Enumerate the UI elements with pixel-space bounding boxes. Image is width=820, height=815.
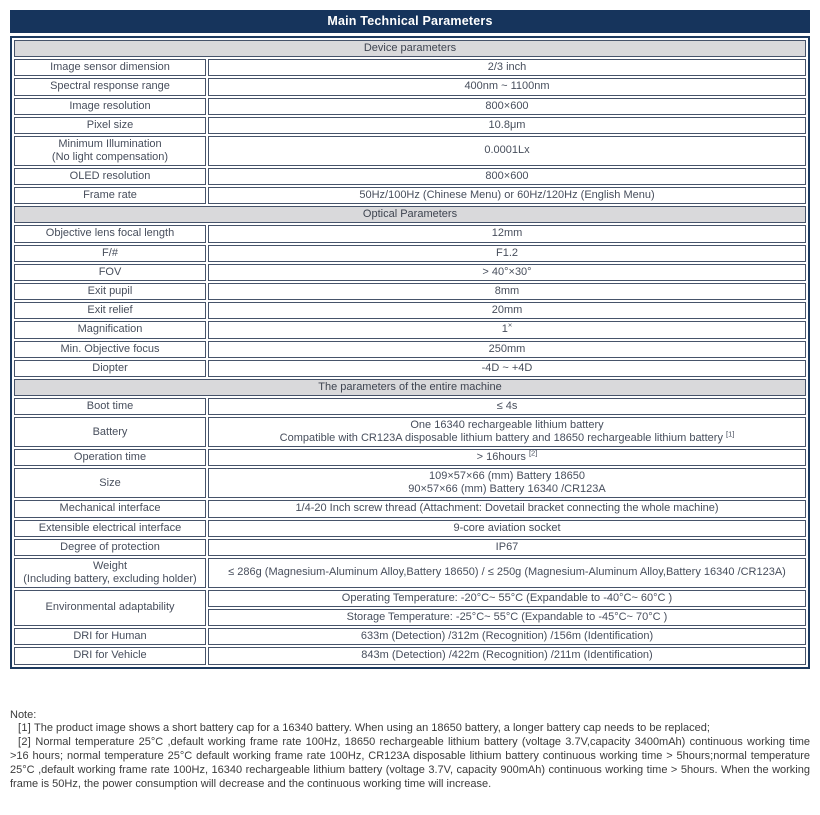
param-value: 2/3 inch	[208, 59, 806, 76]
table-row	[14, 398, 806, 415]
param-label-line2: (No light compensation)	[51, 150, 169, 163]
param-label-line1: Minimum Illumination	[58, 137, 162, 150]
table-row	[14, 302, 806, 319]
param-label: Image resolution	[14, 98, 206, 115]
table-row	[14, 168, 806, 185]
param-label: DRI for Vehicle	[14, 647, 206, 664]
table-row	[14, 628, 806, 645]
param-value: F1.2	[208, 245, 806, 262]
param-value-storage-temp: Storage Temperature: -25°C~ 55°C (Expandable to -45°C~ 70°C )	[208, 609, 806, 626]
table-row	[14, 590, 806, 607]
param-value: 20mm	[208, 302, 806, 319]
table-row	[14, 417, 806, 447]
footnotes	[10, 709, 810, 792]
section-row	[14, 40, 806, 57]
param-value	[208, 449, 806, 466]
param-label: Image sensor dimension	[14, 59, 206, 76]
table-row	[14, 225, 806, 242]
param-label: DRI for Human	[14, 628, 206, 645]
table-row	[14, 59, 806, 76]
table-row	[14, 468, 806, 498]
param-value: 9-core aviation socket	[208, 520, 806, 537]
table-row	[14, 117, 806, 134]
param-label: Operation time	[14, 449, 206, 466]
table-row	[14, 78, 806, 95]
param-label: Mechanical interface	[14, 500, 206, 517]
table-row	[14, 558, 806, 588]
param-value: 10.8μm	[208, 117, 806, 134]
table-row	[14, 360, 806, 377]
table-row	[14, 647, 806, 664]
operation-time-text: > 16hours	[476, 451, 526, 464]
battery-value-text: Compatible with CR123A disposable lithium battery and 18650 rechargeable lithium battery	[279, 432, 723, 445]
param-label: Pixel size	[14, 117, 206, 134]
param-label: OLED resolution	[14, 168, 206, 185]
table-row	[14, 187, 806, 204]
section-header-optical: Optical Parameters	[14, 206, 806, 223]
note-marker-2: [2]	[18, 736, 32, 749]
param-label: Battery	[14, 417, 206, 447]
param-label: Min. Objective focus	[14, 341, 206, 358]
size-value-line2: 90×57×66 (mm) Battery 16340 /CR123A	[408, 483, 606, 496]
param-label: Objective lens focal length	[14, 225, 206, 242]
table-row	[14, 500, 806, 517]
param-value: 843m (Detection) /422m (Recognition) /211m (Identification)	[208, 647, 806, 664]
table-row	[14, 245, 806, 262]
table-row	[14, 449, 806, 466]
param-label: Diopter	[14, 360, 206, 377]
param-value: 1/4-20 Inch screw thread (Attachment: Dovetail bracket connecting the whole machine)	[208, 500, 806, 517]
param-label: Magnification	[14, 321, 206, 338]
param-label	[14, 558, 206, 588]
section-header-device: Device parameters	[14, 40, 806, 57]
table-row	[14, 264, 806, 281]
table-row	[14, 341, 806, 358]
param-value	[208, 417, 806, 447]
section-header-machine: The parameters of the entire machine	[14, 379, 806, 396]
param-label: Frame rate	[14, 187, 206, 204]
param-label: Degree of protection	[14, 539, 206, 556]
battery-value-line1: One 16340 rechargeable lithium battery	[410, 419, 604, 432]
note-text-1: The product image shows a short battery cap for a 16340 battery. When using an 18650 battery, a longer battery cap needs to be replaced;	[34, 722, 710, 735]
table-row	[14, 98, 806, 115]
param-label: Spectral response range	[14, 78, 206, 95]
section-row	[14, 206, 806, 223]
param-label	[14, 136, 206, 166]
note-heading: Note:	[10, 708, 37, 721]
param-value: ≤ 4s	[208, 398, 806, 415]
page-title: Main Technical Parameters	[10, 10, 810, 33]
table-row	[14, 136, 806, 166]
param-label: FOV	[14, 264, 206, 281]
param-value: 12mm	[208, 225, 806, 242]
param-value	[208, 321, 806, 338]
param-label: F/#	[14, 245, 206, 262]
param-value: 8mm	[208, 283, 806, 300]
parameters-table	[10, 36, 810, 669]
note-item-2	[10, 736, 810, 791]
footnote-ref-2: [2]	[528, 448, 538, 458]
param-value: IP67	[208, 539, 806, 556]
param-value: > 40°×30°	[208, 264, 806, 281]
param-label: Exit pupil	[14, 283, 206, 300]
param-label: Extensible electrical interface	[14, 520, 206, 537]
weight-label-line2: (Including battery, excluding holder)	[23, 572, 197, 585]
param-value: 400nm ~ 1100nm	[208, 78, 806, 95]
battery-value-line2	[213, 429, 801, 445]
param-value: 800×600	[208, 98, 806, 115]
magnification-base: 1	[501, 323, 508, 336]
param-value	[208, 468, 806, 498]
weight-label-line1: Weight	[92, 559, 128, 572]
note-marker-1: [1]	[18, 722, 32, 735]
param-label: Size	[14, 468, 206, 498]
table-row	[14, 321, 806, 338]
param-value: -4D ~ +4D	[208, 360, 806, 377]
table-row	[14, 520, 806, 537]
param-value: ≤ 286g (Magnesium-Aluminum Alloy,Battery 18650) / ≤ 250g (Magnesium-Aluminum Alloy,Battery 16340 /CR123A)	[208, 558, 806, 588]
param-value: 50Hz/100Hz (Chinese Menu) or 60Hz/120Hz (English Menu)	[208, 187, 806, 204]
note-text-2: Normal temperature 25°C ,default working frame rate 100Hz, 18650 rechargeable lithium battery (voltage 3.7V,capacity 3400mAh) continuous working time >16 hours; normal temperature 25°C default working frame rate 100Hz, CR123A disposable lithium battery continuous working time > 5hours;normal temperature 25°C ,default working frame rate 100Hz, 16340 rechargeable lithium battery (voltage 3.7V, capacity 900mAh) continuous working time > 5hours. When the working frame is 50Hz, the power consumption will decrease and the continuous working time will increase.	[10, 736, 810, 790]
section-row	[14, 379, 806, 396]
footnote-ref-1: [1]	[726, 429, 735, 439]
param-value: 800×600	[208, 168, 806, 185]
param-value: 633m (Detection) /312m (Recognition) /156m (Identification)	[208, 628, 806, 645]
magnification-sup: ×	[507, 320, 513, 330]
param-label: Environmental adaptability	[14, 590, 206, 626]
param-value-operating-temp: Operating Temperature: -20°C~ 55°C (Expandable to -40°C~ 60°C )	[208, 590, 806, 607]
note-item-1	[10, 722, 810, 736]
size-value-line1: 109×57×66 (mm) Battery 18650	[429, 470, 585, 483]
param-label: Exit relief	[14, 302, 206, 319]
param-value: 0.0001Lx	[208, 136, 806, 166]
param-value: 250mm	[208, 341, 806, 358]
table-row	[14, 283, 806, 300]
table-row	[14, 539, 806, 556]
param-label: Boot time	[14, 398, 206, 415]
